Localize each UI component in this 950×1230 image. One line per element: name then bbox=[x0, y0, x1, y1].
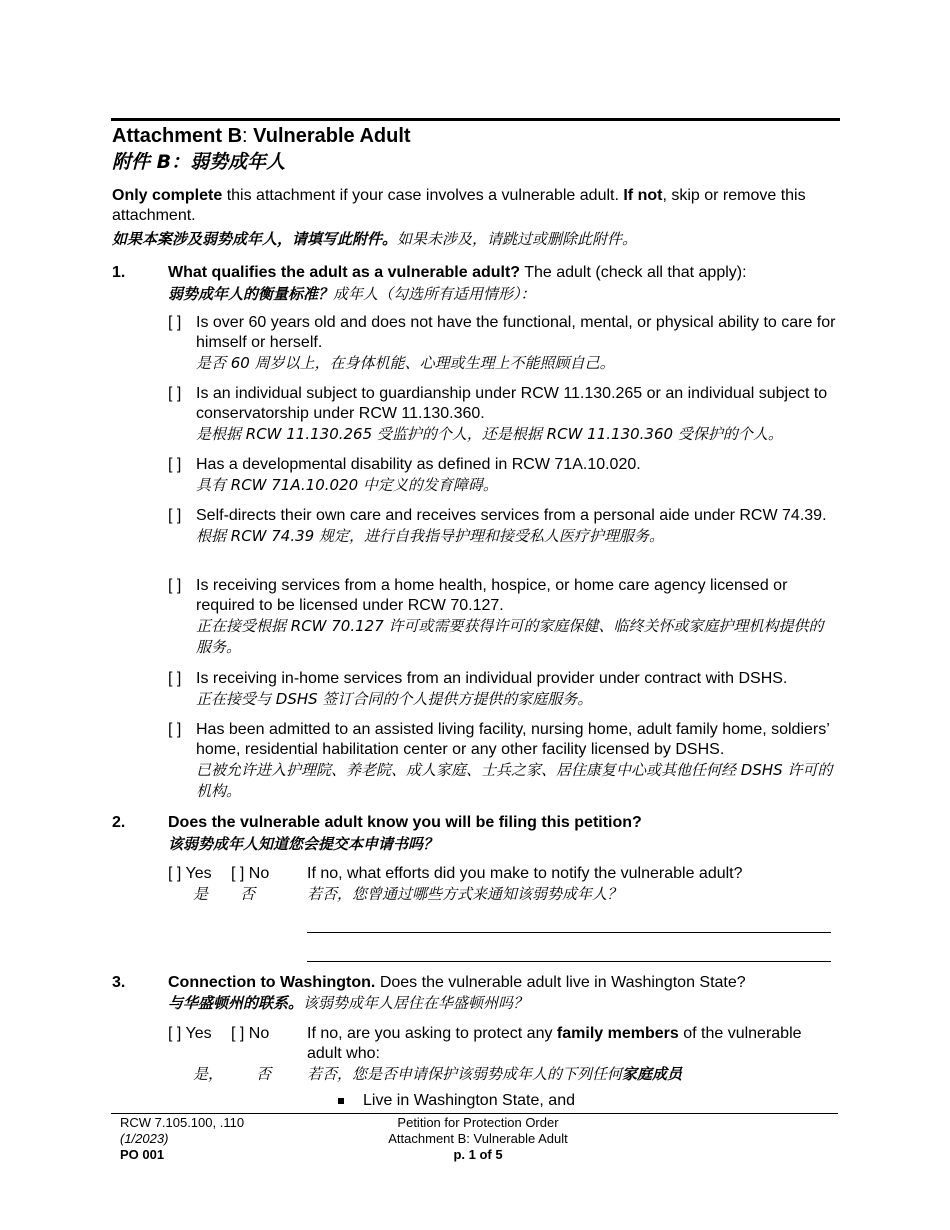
q2-yes-checkbox[interactable]: [ ] Yes bbox=[168, 865, 212, 882]
footer-rule bbox=[111, 1113, 838, 1114]
q3-heading: Connection to Washington. Does the vulnerable adult live in Washington State? bbox=[168, 974, 746, 991]
q1-heading: What qualifies the adult as a vulnerable adult? The adult (check all that apply): bbox=[168, 264, 747, 281]
bullet-icon bbox=[338, 1098, 348, 1106]
q2-no-zh: 否 bbox=[240, 885, 256, 903]
intro-text-zh: 如果本案涉及弱势成年人，请填写此附件。如果未涉及，请跳过或删除此附件。 bbox=[112, 230, 638, 248]
q1-option-personal-aide bbox=[168, 506, 838, 547]
footer-page-number: p. 1 of 5 bbox=[453, 1147, 503, 1162]
option-label-zh: 已被允许进入护理院、养老院、成人家庭、士兵之家、居住康复中心或其他任何经 DSHS 许可的机构。 bbox=[196, 761, 833, 800]
footer-form-number: PO 001 bbox=[120, 1147, 165, 1162]
q3-followup: If no, are you asking to protect any family members of the vulnerable adult who: bbox=[307, 1025, 802, 1062]
page-title: Attachment B: Vulnerable Adult bbox=[112, 125, 411, 147]
q2-answer-line-2[interactable] bbox=[307, 961, 831, 962]
q1-option-guardianship bbox=[168, 384, 838, 445]
footer-date: (1/2023) bbox=[120, 1131, 169, 1146]
q3-heading-zh: 与华盛顿州的联系。该弱势成年人居住在华盛顿州吗？ bbox=[168, 994, 529, 1012]
header-rule bbox=[111, 118, 840, 121]
q3-no-zh: 否 bbox=[256, 1065, 272, 1083]
checkbox[interactable]: [ ] bbox=[168, 577, 182, 594]
q3-yes-zh: 是， bbox=[193, 1065, 224, 1083]
q3-followup-zh: 若否，您是否申请保护该弱势成年人的下列任何家庭成员 bbox=[307, 1065, 683, 1083]
checkbox[interactable]: [ ] bbox=[168, 507, 182, 524]
option-label: Has a developmental disability as defined in RCW 71A.10.020. bbox=[196, 456, 641, 473]
q1-number: 1. bbox=[112, 264, 126, 281]
checkbox[interactable]: [ ] bbox=[168, 721, 182, 738]
q3-no-checkbox[interactable]: [ ] No bbox=[231, 1025, 270, 1042]
q2-followup: If no, what efforts did you make to notify the vulnerable adult? bbox=[307, 865, 743, 882]
option-label: Has been admitted to an assisted living facility, nursing home, adult family home, soldiers’ home, residential habilitation center or any other facility licensed by DSHS. bbox=[196, 721, 830, 758]
q2-heading: Does the vulnerable adult know you will be filing this petition? bbox=[168, 814, 642, 831]
q3-bullet-1: Live in Washington State, and bbox=[363, 1092, 575, 1109]
q3-yes-checkbox[interactable]: [ ] Yes bbox=[168, 1025, 212, 1042]
option-label-zh: 具有 RCW 71A.10.020 中定义的发育障碍。 bbox=[196, 476, 498, 494]
q2-yes-zh: 是 bbox=[193, 885, 209, 903]
checkbox[interactable]: [ ] bbox=[168, 456, 182, 473]
q1-option-over-60 bbox=[168, 313, 838, 374]
option-label: Is over 60 years old and does not have the functional, mental, or physical ability to care for himself or herself. bbox=[196, 314, 836, 351]
checkbox[interactable]: [ ] bbox=[168, 670, 182, 687]
q2-heading-zh: 该弱势成年人知道您会提交本申请书吗？ bbox=[168, 835, 439, 853]
q2-followup-zh: 若否，您曾通过哪些方式来通知该弱势成年人？ bbox=[307, 885, 623, 903]
option-label-zh: 是根据 RCW 11.130.265 受监护的个人，还是根据 RCW 11.130.360 受保护的个人。 bbox=[196, 425, 783, 443]
option-label-zh: 正在接受与 DSHS 签订合同的个人提供方提供的家庭服务。 bbox=[196, 690, 593, 708]
page-title-zh: 附件 B：弱势成年人 bbox=[112, 151, 286, 173]
option-label-zh: 正在接受根据 RCW 70.127 许可或需要获得许可的家庭保健、临终关怀或家庭护理机构提供的服务。 bbox=[196, 617, 824, 656]
footer-rcw: RCW 7.105.100, .110 bbox=[120, 1115, 245, 1130]
intro-text: Only complete this attachment if your case involves a vulnerable adult. If not, skip or remove this attachment. bbox=[112, 187, 806, 224]
option-label: Self-directs their own care and receives services from a personal aide under RCW 74.39. bbox=[196, 507, 827, 524]
q1-option-developmental-disability bbox=[168, 455, 838, 496]
option-label: Is an individual subject to guardianship under RCW 11.130.265 or an individual subject to conservatorship under RCW 11.130.360. bbox=[196, 385, 828, 422]
q3-number: 3. bbox=[112, 974, 126, 991]
checkbox[interactable]: [ ] bbox=[168, 314, 182, 331]
q1-option-home-health bbox=[168, 576, 838, 658]
q2-number: 2. bbox=[112, 814, 126, 831]
checkbox[interactable]: [ ] bbox=[168, 385, 182, 402]
option-label: Is receiving in-home services from an individual provider under contract with DSHS. bbox=[196, 670, 788, 687]
footer-form-title: Petition for Protection Order bbox=[397, 1115, 559, 1130]
option-label-zh: 根据 RCW 74.39 规定，进行自我指导护理和接受私人医疗护理服务。 bbox=[196, 527, 664, 545]
q1-option-in-home-services bbox=[168, 669, 838, 710]
q1-option-facility bbox=[168, 720, 838, 802]
option-label: Is receiving services from a home health, hospice, or home care agency licensed or required to be licensed under RCW 70.127. bbox=[196, 577, 788, 614]
q2-no-checkbox[interactable]: [ ] No bbox=[231, 865, 270, 882]
option-label-zh: 是否 60 周岁以上，在身体机能、心理或生理上不能照顾自己。 bbox=[196, 354, 615, 372]
q2-answer-line-1[interactable] bbox=[307, 932, 831, 933]
footer-attachment-title: Attachment B: Vulnerable Adult bbox=[388, 1131, 568, 1146]
q1-heading-zh: 弱势成年人的衡量标准？成年人（勾选所有适用情形）： bbox=[168, 285, 536, 303]
